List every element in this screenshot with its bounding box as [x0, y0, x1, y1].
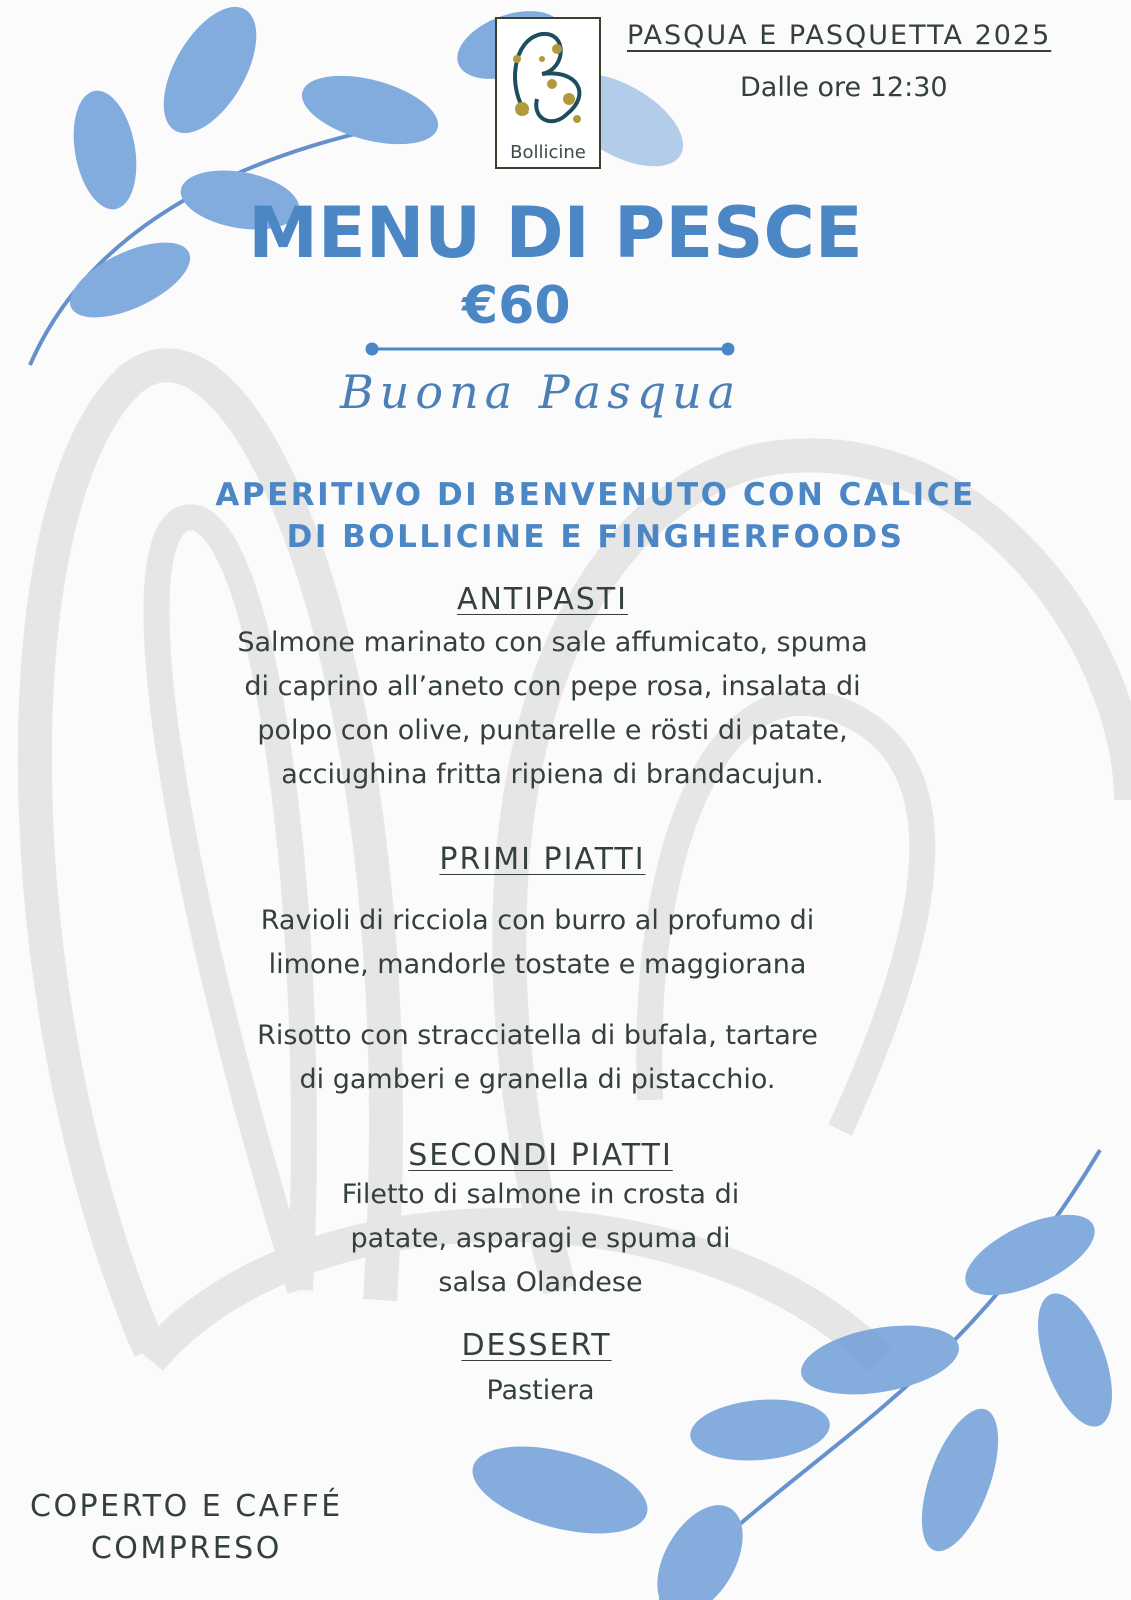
menu-title-text: MENU DI PESCE [248, 192, 863, 274]
logo-text: Bollicine [510, 142, 586, 163]
section-heading: PRIMI PIATTI [439, 842, 646, 877]
menu-price: €60 [462, 276, 571, 336]
section-antipasti [200, 582, 905, 797]
menu-line: Filetto di salmone in crosta di [341, 1179, 740, 1210]
section-primi [200, 842, 905, 1102]
menu-title [0, 192, 1131, 274]
aperitivo-line: DI BOLLICINE E FINGHERFOODS [286, 519, 905, 555]
menu-line: Ravioli di ricciola con burro al profumo di [260, 905, 815, 936]
start-time: Dalle ore 12:30 [740, 72, 948, 103]
section-dessert [200, 1328, 905, 1413]
menu-line: limone, mandorle tostate e maggiorana [268, 949, 807, 980]
aperitivo-line: APERITIVO DI BENVENUTO CON CALICE [215, 477, 976, 513]
menu-line: Salmone marinato con sale affumicato, spuma [237, 627, 868, 658]
greeting: Buona Pasqua [340, 365, 742, 419]
section-secondi [200, 1138, 905, 1305]
footer-line: COPERTO E CAFFÉ [30, 1489, 343, 1524]
section-heading: DESSERT [461, 1328, 612, 1363]
menu-line: di gamberi e granella di pistacchio. [299, 1064, 776, 1095]
bollicine-logo [495, 17, 601, 169]
footer-note [30, 1486, 343, 1570]
footer-line: COMPRESO [90, 1531, 282, 1566]
menu-line: patate, asparagi e spuma di [350, 1223, 731, 1254]
price-divider [367, 344, 733, 354]
menu-line: Pastiera [486, 1375, 595, 1406]
section-heading: ANTIPASTI [456, 582, 629, 617]
event-title: PASQUA E PASQUETTA 2025 [627, 20, 1052, 51]
logo-b-icon [497, 19, 599, 139]
menu-line: di caprino all’aneto con pepe rosa, insalata di [244, 671, 861, 702]
section-heading: SECONDI PIATTI [408, 1138, 673, 1173]
aperitivo [0, 474, 1131, 558]
menu-line: acciughina fritta ripiena di brandacujun. [281, 759, 824, 790]
menu-line: polpo con olive, puntarelle e rösti di patate, [257, 715, 848, 746]
menu-line: Risotto con stracciatella di bufala, tartare [257, 1020, 818, 1051]
menu-line: salsa Olandese [438, 1267, 643, 1298]
